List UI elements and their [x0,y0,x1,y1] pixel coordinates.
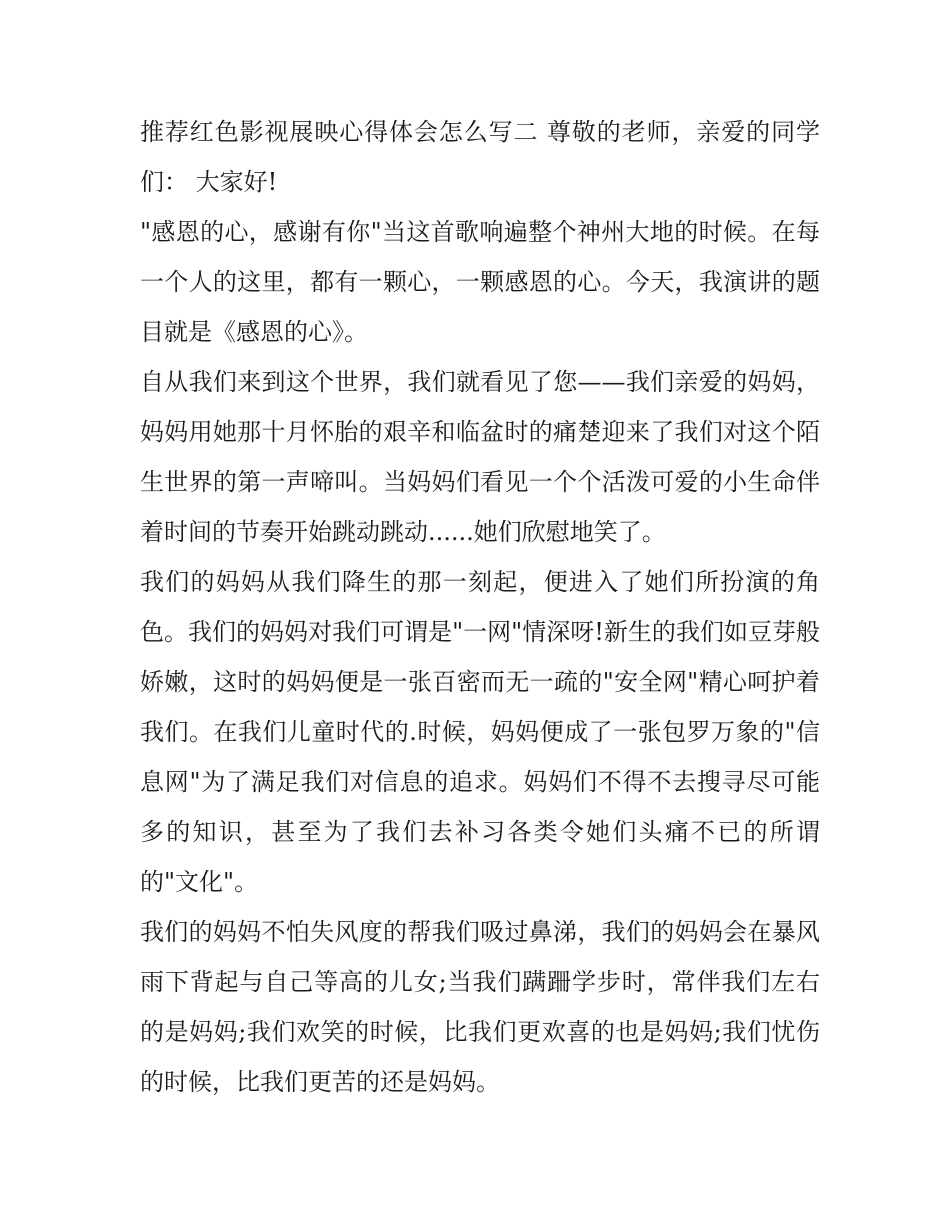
paragraph-grateful-heart: "感恩的心，感谢有你"当这首歌响遍整个神州大地的时候。在每一个人的这里，都有一颗心，一颗感恩的心。今天，我演讲的题目就是《感恩的心》。 [140,218,820,346]
paragraph-mothers-care: 我们的妈妈不怕失风度的帮我们吸过鼻涕，我们的妈妈会在暴风雨下背起与自己等高的儿女;当我们蹒跚学步时，常伴我们左右的是妈妈;我们欢笑的时候，比我们更欢喜的也是妈妈;我们忧伤的时候，比我们更苦的还是妈妈。 [140,918,820,1096]
paragraph-mothers-role: 我们的妈妈从我们降生的那一刻起，便进入了她们所扮演的角色。我们的妈妈对我们可谓是"一网"情深呀!新生的我们如豆芽般娇嫩，这时的妈妈便是一张百密而无一疏的"安全网"精心呵护着我们。在我们儿童时代的.时候，妈妈便成了一张包罗万象的"信息网"为了满足我们对信息的追求。妈妈们不得不去搜寻尽可能多的知识，甚至为了我们去补习各类令她们头痛不已的所谓的"文化"。 [140,568,820,896]
document-body [140,107,820,1107]
paragraph-intro: 推荐红色影视展映心得体会怎么写二 尊敬的老师，亲爱的同学们： 大家好! [140,118,820,196]
paragraph-since-birth: 自从我们来到这个世界，我们就看见了您——我们亲爱的妈妈，妈妈用她那十月怀胎的艰辛和临盆时的痛楚迎来了我们对这个陌生世界的第一声啼叫。当妈妈们看见一个个活泼可爱的小生命伴着时间的节奏开始跳动跳动......她们欣慰地笑了。 [140,368,820,546]
